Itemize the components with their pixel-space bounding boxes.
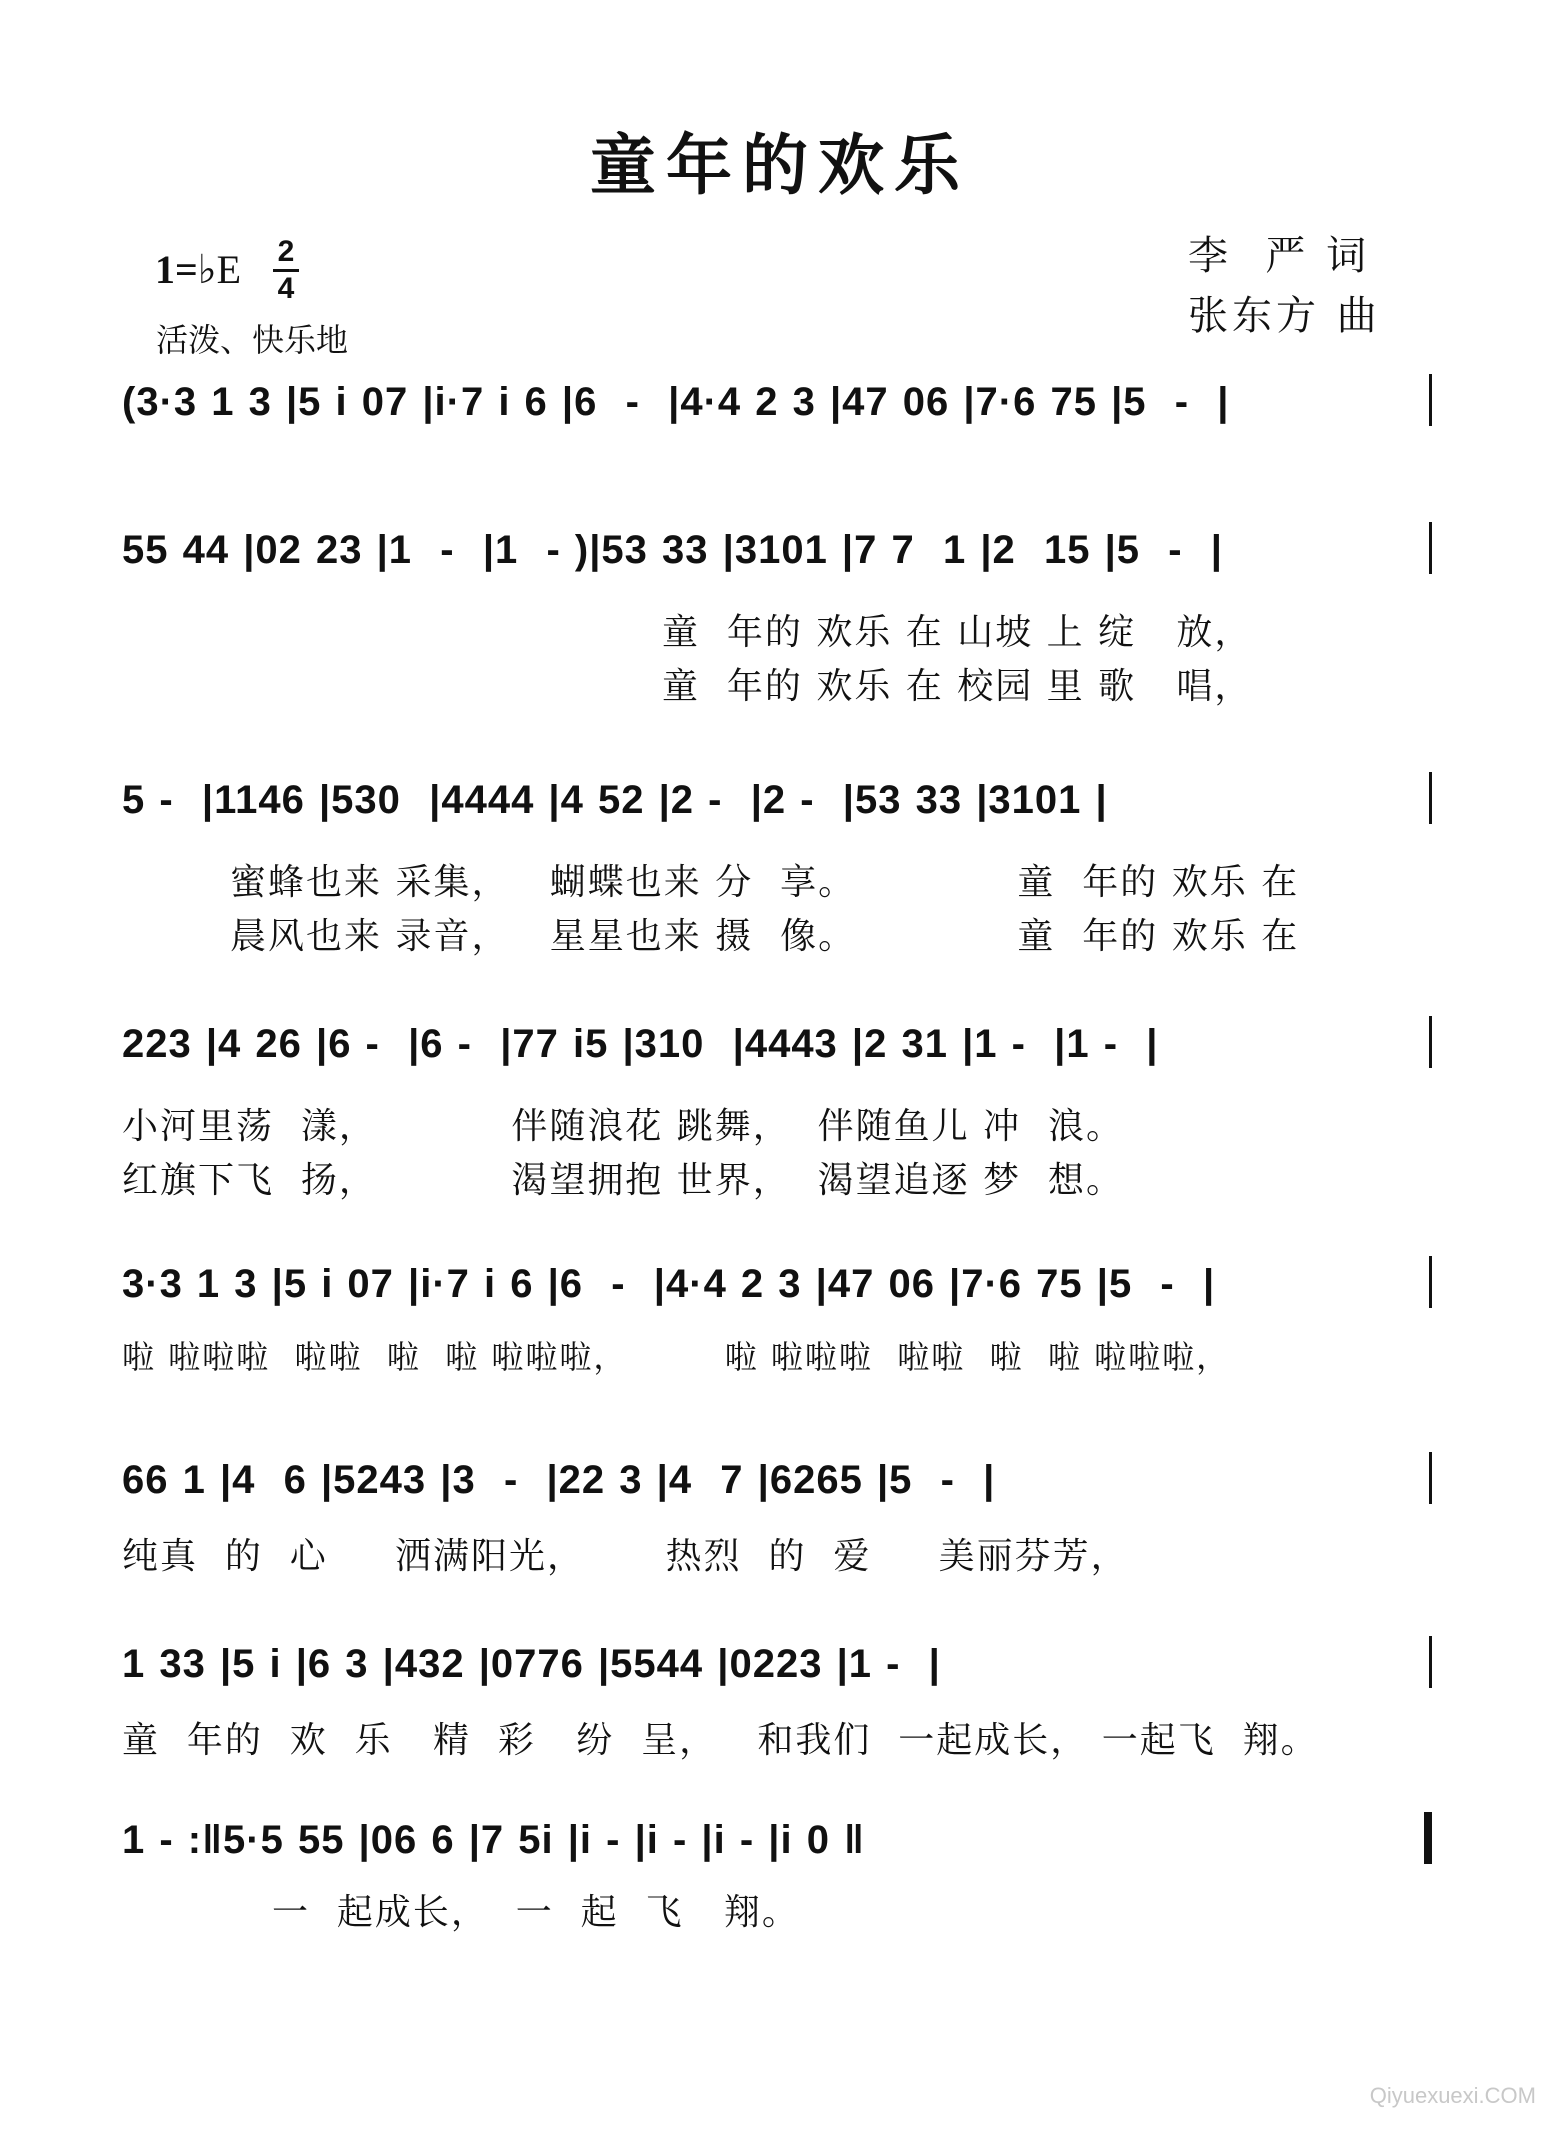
- tempo-marking: 活泼、快乐地: [156, 321, 349, 359]
- lyric-verse-1: 一 起成长， 一 起 飞 翔。: [272, 1892, 800, 1933]
- lyric-verse-1: 纯真 的 心 洒满阳光， 热烈 的 爱 美丽芬芳，: [122, 1536, 1129, 1577]
- lyric-verse-1: 童 年的 欢乐 在 山坡 上 绽 放，: [662, 612, 1253, 653]
- watermark: Qiyuexuexi.COM: [1369, 2083, 1536, 2108]
- lyric-verse-2: 红旗下飞 扬， 渴望拥抱 世界， 渴望追逐 梦 想。: [122, 1160, 1124, 1201]
- credits: [1188, 226, 1381, 346]
- notes-line: 66 1 |4 6 |5243 |3 - |22 3 |4 7 |6265 |5 - |: [122, 1458, 996, 1502]
- lyric-verse-1: 蜜蜂也来 采集， 蝴蝶也来 分 享。 童 年的 欢乐 在: [230, 862, 1300, 903]
- notes-line: 3·3 1 3 |5 i 07 |i·7 i 6 |6 - |4·4 2 3 |47 06 |7·6 75 |5 - |: [122, 1262, 1216, 1306]
- composer: 张东方 曲: [1188, 293, 1381, 339]
- meter-bottom: 4: [277, 272, 295, 305]
- flat-sign: ♭: [197, 247, 217, 292]
- key-prefix: 1=: [155, 247, 198, 292]
- lyricist: 李 严 词: [1188, 233, 1371, 279]
- notes-line: 223 |4 26 |6 - |6 - |77 i5 |310 |4443 |2 31 |1 - |1 - |: [122, 1022, 1159, 1066]
- time-signature: [273, 236, 299, 305]
- song-title: 童年的欢乐: [590, 127, 970, 204]
- key-signature: [155, 246, 241, 293]
- meter-top: 2: [277, 235, 295, 268]
- key-letter: E: [216, 247, 242, 292]
- notes-line: (3·3 1 3 |5 i 07 |i·7 i 6 |6 - |4·4 2 3 |47 06 |7·6 75 |5 - |: [122, 380, 1230, 424]
- notes-line: 55 44 |02 23 |1 - |1 - )|53 33 |3101 |7 7 1 |2 15 |5 - |: [122, 528, 1223, 572]
- lyric-verse-1: 童 年的 欢 乐 精 彩 纷 呈， 和我们 一起成长， 一起飞 翔。: [122, 1720, 1319, 1761]
- notes-line: 1 - :‖5·5 55 |06 6 |7 5i |i - |i - |i - |i 0 ‖: [122, 1818, 865, 1862]
- lyric-verse-1: 啦 啦啦啦 啦啦 啦 啦 啦啦啦， 啦 啦啦啦 啦啦 啦 啦 啦啦啦，: [122, 1338, 1231, 1376]
- notes-line: 1 33 |5 i |6 3 |432 |0776 |5544 |0223 |1 - |: [122, 1642, 941, 1686]
- notes-line: 5 - |1146 |530 |4444 |4 52 |2 - |2 - |53 33 |3101 |: [122, 778, 1108, 822]
- lyric-verse-2: 晨风也来 录音， 星星也来 摄 像。 童 年的 欢乐 在: [230, 916, 1300, 957]
- lyric-verse-1: 小河里荡 漾， 伴随浪花 跳舞， 伴随鱼儿 冲 浪。: [122, 1106, 1124, 1147]
- lyric-verse-2: 童 年的 欢乐 在 校园 里 歌 唱，: [662, 666, 1253, 707]
